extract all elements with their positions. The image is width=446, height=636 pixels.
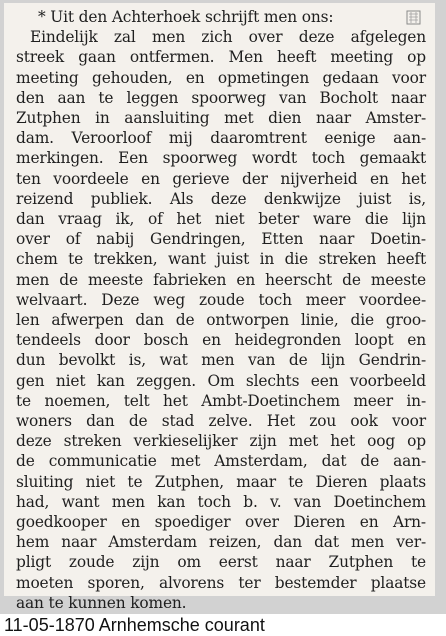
article-line: len afwerpen dan de ontworpen linie, die groo- <box>16 311 426 330</box>
article-line: dun bevolkt is, wat men van de lijn Gendrin- <box>16 351 426 370</box>
article-line: meeting gehouden, en opmetingen gedaan voor <box>16 68 426 87</box>
newspaper-clipping <box>4 3 435 612</box>
article-line: sluiting niet te Zutphen, maar te Dieren plaats <box>16 472 426 491</box>
article-line: welvaart. Deze weg zoude toch meer voordee- <box>16 290 426 309</box>
article-line: * Uit den Achterhoek schrijft men ons: <box>38 8 334 26</box>
article-line: dam. Veroorloof mij daaromtrent eenige aan- <box>16 129 426 148</box>
article-text <box>16 7 426 613</box>
article-line: de communicatie met Amsterdam, dat de aan- <box>16 452 426 471</box>
article-line: ten voordeele en gerieve der nijverheid en het <box>16 169 426 188</box>
article-line: men de meeste fabrieken en heerscht de meeste <box>16 270 426 289</box>
article-line: woners dan de stad zelve. Het zou ook voor <box>16 412 426 431</box>
article-line: pligt zoude zijn om eerst naar Zutphen te <box>16 553 426 572</box>
caption: 11-05-1870 Arnhemsche courant <box>4 615 265 635</box>
article-line: had, want men kan toch b. v. van Doetinchem <box>16 492 426 511</box>
article-line: moeten sporen, alvorens ter bestemder plaatse <box>16 573 426 592</box>
article-line: tendeels door bosch en heidegronden loopt en <box>16 331 426 350</box>
article-line: Zutphen in aansluiting met dien naar Amster- <box>16 109 426 128</box>
article-line: te noemen, telt het Ambt-Doetinchem meer in- <box>16 391 426 410</box>
article-line: deze streken verkieselijker zijn met het oog op <box>16 432 426 451</box>
article-line: chem te trekken, want juist in die streken heeft <box>16 250 426 269</box>
article-line: den aan te leggen spoorweg van Bocholt naar <box>16 88 426 107</box>
article-line: Eindelijk zal men zich over deze afgelegen <box>30 28 426 47</box>
article-line: goedkooper en spoediger over Dieren en Arn- <box>16 513 426 532</box>
article-line: reizend publiek. Als deze denkwijze juist is, <box>16 189 426 208</box>
article-line: aan te kunnen komen. <box>16 593 187 612</box>
article-line: gen niet kan zeggen. Om slechts een voorbeeld <box>16 371 426 390</box>
article-line: dan vraag ik, of het niet beter ware die lijn <box>16 210 426 229</box>
article-line: merkingen. Een spoorweg wordt toch gemaakt <box>16 149 426 168</box>
article-line: hem naar Amsterdam reizen, dan dat men ver- <box>16 533 426 552</box>
article-line: over of nabij Gendringen, Etten naar Doetin- <box>16 230 426 249</box>
article-line: streek gaan ontfermen. Men heeft meeting op <box>16 48 426 67</box>
